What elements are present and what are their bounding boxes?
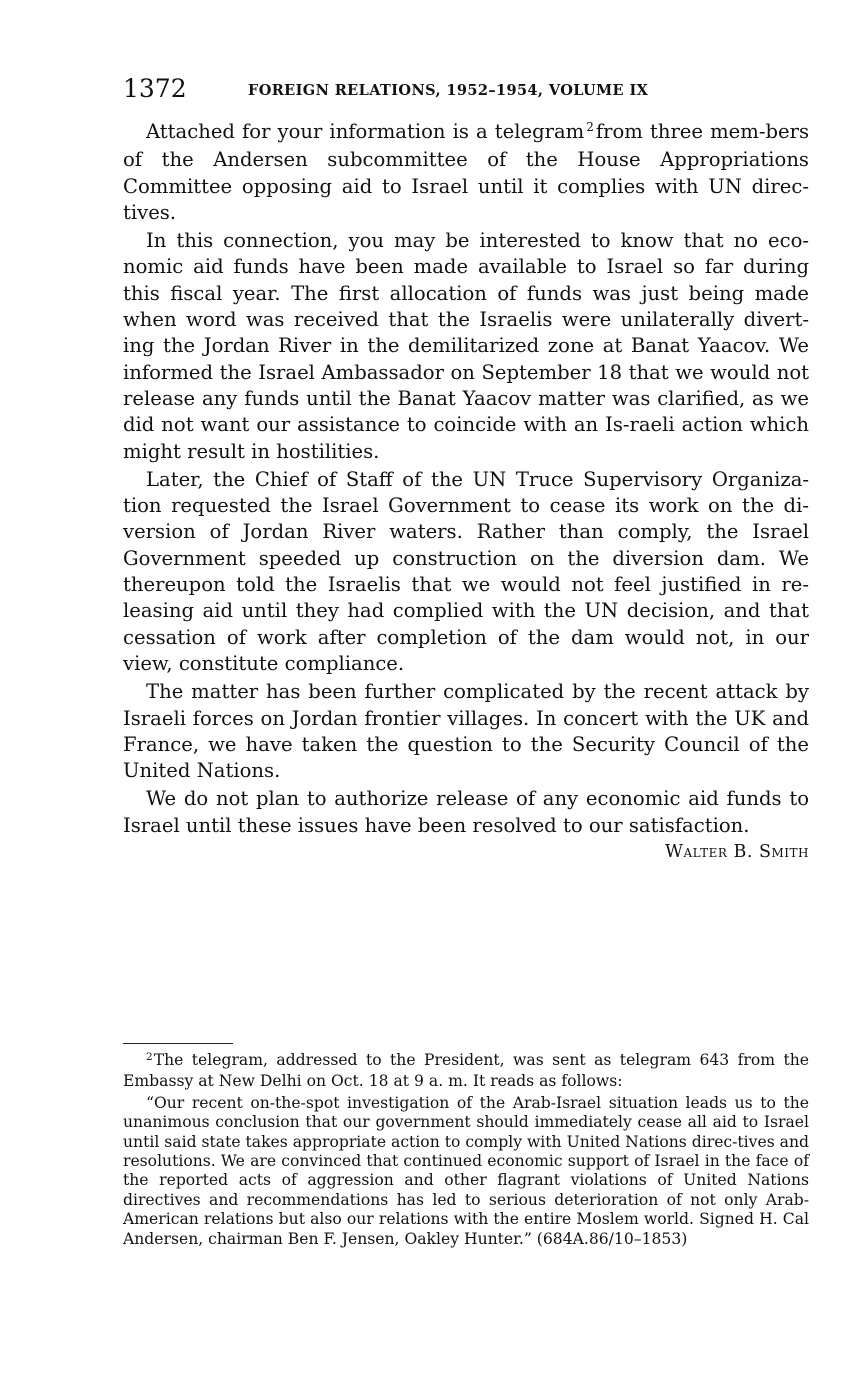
paragraph: We do not plan to authorize release of any economic aid funds to Israel until these issues have been resolved to our satisfaction. [123, 787, 809, 837]
paragraph: The matter has been further complicated by the recent attack by Israeli forces on Jordan frontier villages. In concert with the UK and France, we have taken the question to the Security Council of the United Nations. [123, 680, 809, 783]
signature: Walter B. Smith [665, 842, 809, 863]
footnote-reference: 2 [586, 120, 594, 134]
paragraph [123, 119, 809, 226]
footnote [123, 1051, 809, 1092]
footnotes [123, 1051, 809, 1251]
paragraph: Later, the Chief of Staff of the UN Truce Supervisory Organiza-tion requested the Israel Government to cease its work on the di-version of Jordan River waters. Rather than comply, the Israel Government speeded up construction on the diversion dam. We thereupon told the Israelis that we would not feel justified in re-leasing aid until they had complied with the UN decision, and that cessation of work after completion of the dam would not, in our view, constitute compliance. [123, 467, 809, 675]
running-head: FOREIGN RELATIONS, 1952–1954, VOLUME IX [248, 82, 649, 99]
page-number: 1372 [123, 74, 187, 103]
body-text [123, 119, 809, 864]
footnote-quote: “Our recent on-the-spot investigation of the Arab-Israel situation leads us to the unanimous conclusion that our government should immediately cease all aid to Israel until said state takes appropriate action to comply with United Nations direc-tives and resolutions. We are convinced that continued economic support of Israel in the face of the reported acts of aggression and other flagrant violations of United Nations directives and recommendations has led to serious deterioration of not only Arab-American relations but also our relations with the entire Moslem world. Signed H. Cal Andersen, chairman Ben F. Jensen, Oakley Hunter.” (684A.86/10–1853) [123, 1093, 809, 1248]
footnote-divider [123, 1043, 233, 1044]
footnote-mark: 2 [146, 1051, 153, 1063]
paragraph-text: from three mem-bers of the Andersen subcommittee of the House Appropriations Committee opposing aid to Israel until it complies with UN direc-tives. [123, 120, 809, 224]
page-header [123, 74, 813, 108]
paragraph: In this connection, you may be interested to know that no eco-nomic aid funds have been made available to Israel so far during this fiscal year. The first allocation of funds was just being made when word was received that the Israelis were unilaterally divert-ing the Jordan River in the demilitarized zone at Banat Yaacov. We informed the Israel Ambassador on September 18 that we would not release any funds until the Banat Yaacov matter was clarified, as we did not want our assistance to coincide with an Is-raeli action which might result in hostilities. [123, 229, 809, 463]
paragraph-text: Attached for your information is a telegram [146, 120, 585, 143]
footnote-text: The telegram, addressed to the President, was sent as telegram 643 from the Embassy at New Delhi on Oct. 18 at 9 a. m. It reads as follows: [123, 1051, 809, 1091]
